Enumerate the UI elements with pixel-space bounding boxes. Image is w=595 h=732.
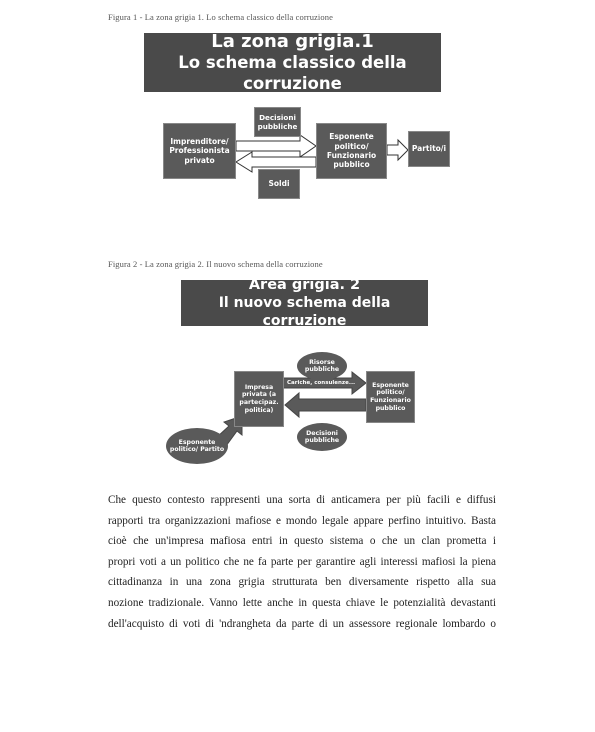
figure1-box-decisioni: Decisioni pubbliche xyxy=(254,107,301,137)
figure2-caption: Figura 2 - La zona grigia 2. Il nuovo schema della corruzione xyxy=(108,259,323,269)
body-line: nozione tradizionale. Vanno lette anche in questa chiave le potenzialità devastanti xyxy=(108,596,496,609)
figure2-title-line2: Il nuovo schema della corruzione xyxy=(218,295,391,329)
figure1-box-partito: Partito/i xyxy=(408,131,450,167)
figure2-arrow-left xyxy=(285,393,366,417)
figure2-oval-decisioni: Decisioni pubbliche xyxy=(297,423,347,451)
figure2-box-esponente: Esponente politico/ Funzionario pubblico xyxy=(366,371,415,423)
figure2-title-line1: Area grigia. 2 xyxy=(248,277,361,293)
figure1-box-imprenditore: Imprenditore/ Professionista privato xyxy=(163,123,236,179)
figure2-oval-esponente-partito: Esponente politico/ Partito xyxy=(166,428,228,464)
body-line: cioè che un'impresa mafiosa entri in questo sistema o che un clan prometta i xyxy=(108,535,496,548)
body-paragraph xyxy=(108,490,496,634)
body-line: Che questo contesto rappresenti una sorta di anticamera per più facili e diffusi xyxy=(108,494,496,506)
figure2-label-cariche: Cariche, consulenze... xyxy=(287,380,356,386)
figure1-box-esponente: Esponente politico/ Funzionario pubblico xyxy=(316,123,387,179)
figure2-box-impresa: Impresa privata (a partecipaz. politica) xyxy=(234,371,284,427)
figure1-box-soldi: Soldi xyxy=(258,169,300,199)
body-line: cittadinanza in una zona grigia strutturata ben diversamente rispetto alla sua xyxy=(108,576,496,589)
figure1-caption: Figura 1 - La zona grigia 1. Lo schema classico della corruzione xyxy=(108,12,333,22)
body-line: propri voti a un politico che ne fa parte per garantire agli interessi mafiosi la piena xyxy=(108,555,496,568)
figure2-oval-risorse: Risorse pubbliche xyxy=(297,352,347,380)
body-line: rapporti tra organizzazioni mafiose e mondo legale appare perfino intuitivo. Basta xyxy=(108,514,496,527)
figure1-title-line2: Lo schema classico della corruzione xyxy=(178,53,407,93)
body-line: dell'acquisto di voti di 'ndrangheta da parte di un assessore regionale lombardo o xyxy=(108,617,496,630)
figure1-title-line1: La zona grigia.1 xyxy=(211,31,374,52)
